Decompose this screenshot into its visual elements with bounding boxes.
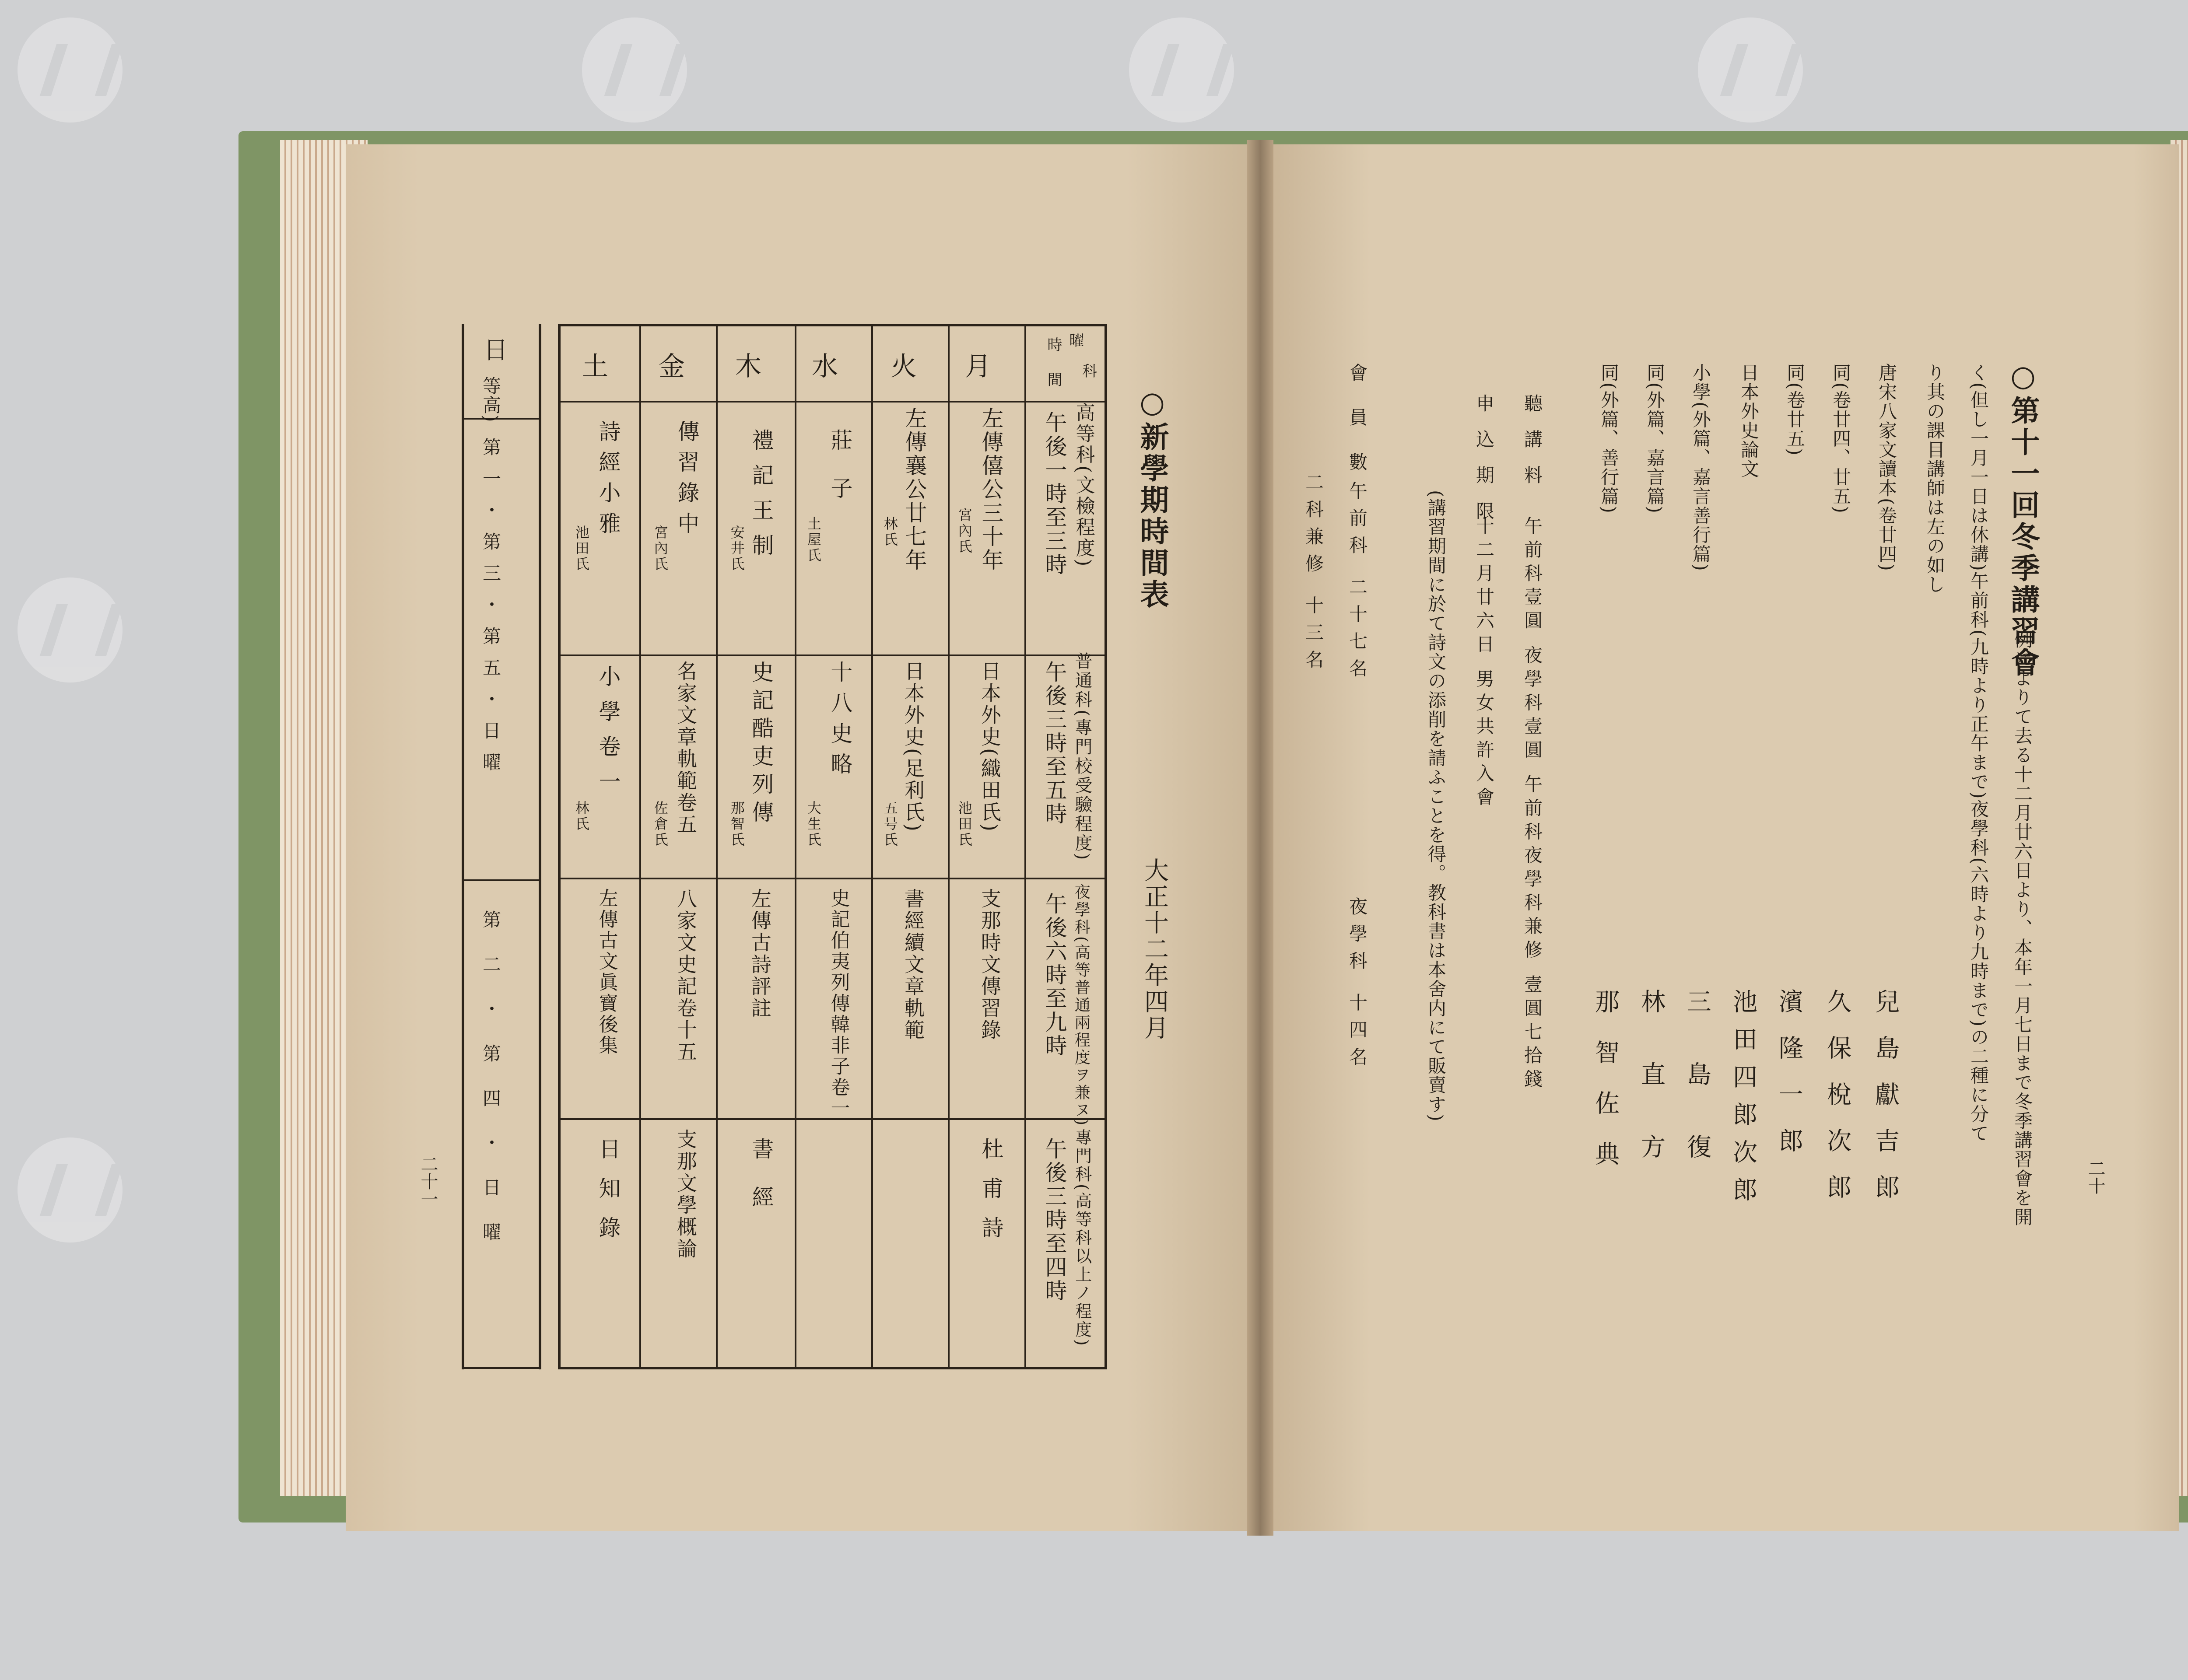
course-teacher: 池田四郎次郎: [1729, 989, 1757, 1214]
day-header: 水: [812, 351, 838, 382]
class-cell: 杜甫詩: [978, 1138, 1004, 1256]
members-am: 午前科 二十七名: [1346, 481, 1368, 686]
day-header: 木: [735, 351, 761, 382]
class-cell: 支那時文傳習錄: [978, 888, 1002, 1041]
right-page: [1260, 144, 2179, 1531]
class-cell: 日本外史(足利氏): [901, 661, 925, 833]
intro-line: く(但し一月一日は休講)午前科(九時より正午まで)夜學科(六時より九時まで)の二種に分て: [1968, 363, 1989, 1143]
class-cell: 書經續文章軌範: [901, 888, 925, 1041]
course-subject: 同(卷廿四、廿五): [1830, 363, 1851, 514]
sunday-sub: 等高): [480, 376, 501, 423]
class-cell: 支那文學概論: [673, 1129, 698, 1260]
teacher: 池田氏: [956, 801, 973, 848]
watermark-logo: [1129, 18, 1234, 122]
class-cell: 書經: [748, 1138, 774, 1234]
fee-label: 聽講料: [1522, 394, 1543, 501]
watermark-logo: [582, 18, 687, 122]
course-teacher: 林直方: [1637, 989, 1666, 1207]
corner-label: 時: [1045, 337, 1062, 353]
fee-details: 午前科壹圓 夜學科壹圓 午前科夜學科兼修 壹圓七拾錢: [1522, 516, 1543, 1093]
deadline-label: 申込期限: [1473, 394, 1495, 537]
timetable-date: 大正十二年四月: [1140, 858, 1169, 1041]
time-slot: 午後三時至五時: [1041, 661, 1067, 826]
class-cell: 左傳古文眞寶後集: [595, 888, 618, 1056]
class-cell: 史記伯夷列傳韓非子卷一: [827, 888, 850, 1119]
sunday-even-weeks: 第二・第四・日曜: [480, 910, 501, 1267]
course-name: 專門科(高等科以上ノ程度): [1072, 1129, 1092, 1348]
corner-label: 間: [1045, 372, 1062, 388]
course-subject: 同(外篇、善行篇): [1598, 363, 1620, 514]
day-header: 土: [582, 351, 608, 382]
deadline-value: 十二月廿六日 男女共許入會: [1473, 516, 1495, 811]
course-subject: 日本外史論文: [1738, 363, 1760, 479]
class-cell: 左傳僖公三十年: [978, 407, 1004, 572]
class-cell: 莊子: [827, 429, 853, 525]
sunday-header: 日: [480, 337, 508, 363]
day-header: 月: [965, 351, 991, 382]
sunday-odd-weeks: 第一・第三・第五・日曜: [480, 438, 501, 784]
day-header: 火: [891, 351, 917, 382]
corner-label: 曜: [1066, 332, 1084, 348]
course-name: 夜學科(高等普通兩程度ヲ兼ヌ): [1072, 884, 1090, 1127]
teacher: 佐倉氏: [652, 801, 669, 848]
notice-note: (講習期間に於て詩文の添削を請ふことを得。教科書は本舍内にて販賣す): [1425, 490, 1447, 1122]
teacher: 宮內氏: [956, 508, 973, 555]
course-teacher: 濱隆一郎: [1775, 989, 1803, 1174]
teacher: 土屋氏: [805, 516, 822, 564]
watermark-logo: [18, 578, 123, 682]
class-cell: 傳習錄中: [674, 420, 700, 542]
course-subject: 同(卷廿五): [1784, 363, 1806, 456]
course-teacher: 那智佐典: [1591, 989, 1620, 1192]
day-header: 金: [659, 351, 685, 382]
members-label: 會員數: [1346, 363, 1368, 497]
class-cell: 左傳古詩評註: [748, 888, 772, 1019]
page-number: 二十: [2085, 1159, 2105, 1194]
class-cell: 詩經小雅: [595, 420, 621, 542]
teacher: 池田氏: [573, 525, 590, 572]
course-teacher: 兒島獻吉郎: [1871, 989, 1900, 1221]
page-number: 二十一: [418, 1155, 438, 1208]
section-heading: ○第十一回冬季講習會: [2006, 359, 2040, 679]
book-gutter: [1247, 140, 1273, 1536]
class-cell: 日知錄: [595, 1138, 621, 1256]
teacher: 五号氏: [881, 801, 898, 848]
teacher: 大生氏: [805, 801, 822, 848]
intro-line: 例によりて去る十二月廿六日より、本年一月七日まで冬季講習會を開: [2012, 630, 2033, 1227]
teacher: 安井氏: [728, 525, 745, 572]
course-subject: 小學(外篇、嘉言善行篇): [1690, 363, 1711, 572]
members-pm: 夜學科 十四名: [1346, 897, 1368, 1074]
sunday-box: [462, 324, 541, 1369]
watermark-logo: [18, 18, 123, 122]
class-cell: 禮記王制: [748, 429, 774, 569]
teacher: 那智氏: [728, 801, 745, 848]
class-cell: 小學卷一: [595, 665, 621, 805]
teacher: 林氏: [881, 516, 898, 548]
class-cell: 左傳襄公廿七年: [901, 407, 927, 572]
time-slot: 午後三時至四時: [1041, 1138, 1067, 1303]
time-slot: 午後六時至九時: [1041, 892, 1067, 1058]
timetable-title: ○新學期時間表: [1135, 385, 1169, 611]
course-name: 普通科(專門校受驗程度): [1072, 652, 1092, 862]
corner-label: 科: [1080, 363, 1097, 379]
teacher: 林氏: [573, 801, 590, 832]
class-cell: 八家文史記卷十五: [673, 888, 698, 1063]
class-cell: 史記酷吏列傳: [748, 661, 774, 829]
course-teacher: 三島復: [1683, 989, 1711, 1207]
class-cell: 十八史略: [827, 661, 853, 783]
class-cell: 日本外史(織田氏): [978, 661, 1002, 833]
watermark-logo: [18, 1138, 123, 1242]
teacher: 宮內氏: [652, 525, 669, 572]
members-both: 二科兼修 十三名: [1303, 472, 1324, 677]
course-subject: 同(外篇、嘉言篇): [1644, 363, 1666, 514]
course-subject: 唐宋八家文讀本(卷廿四): [1876, 363, 1897, 572]
intro-line: り其の課目講師は左の如し: [1924, 363, 1946, 594]
class-cell: 名家文章軌範卷五: [673, 661, 698, 836]
time-slot: 午後一時至三時: [1041, 411, 1067, 577]
watermark-logo: [1698, 18, 1803, 122]
course-teacher: 久保梲次郎: [1823, 989, 1851, 1221]
course-name: 高等科(文檢程度): [1072, 402, 1095, 568]
